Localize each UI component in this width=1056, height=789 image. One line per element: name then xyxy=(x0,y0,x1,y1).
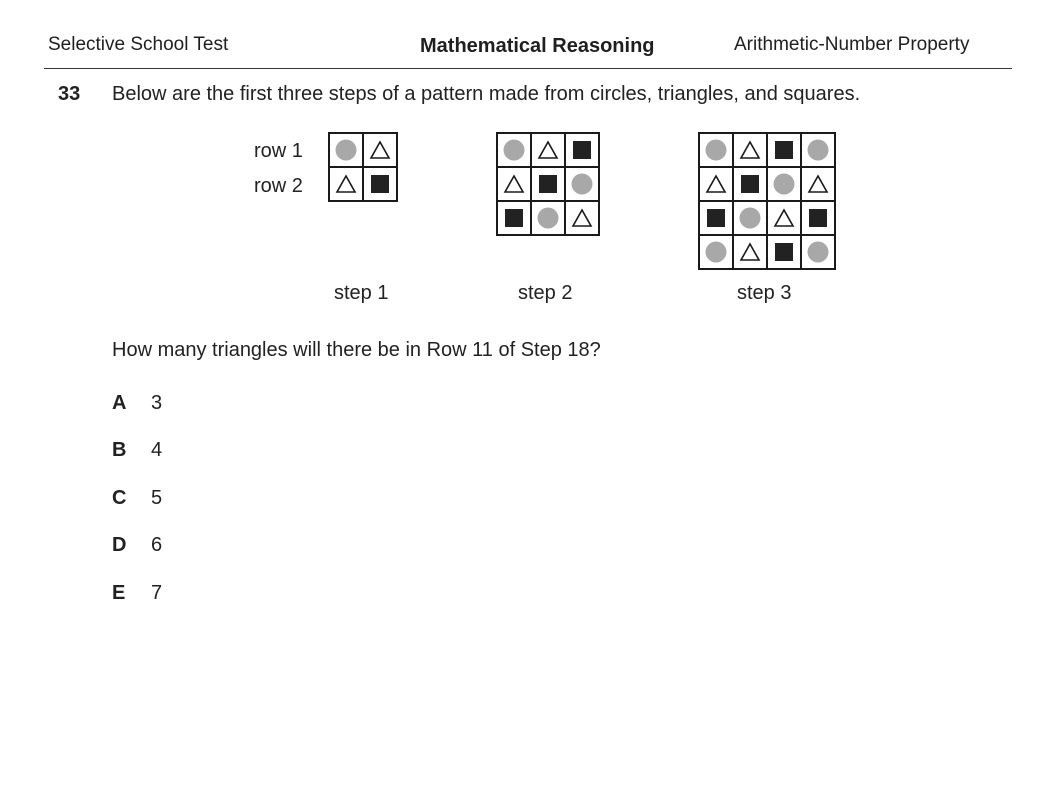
circle-icon xyxy=(536,206,560,230)
grid-cell xyxy=(733,133,767,167)
square-icon xyxy=(536,172,560,196)
option-letter: E xyxy=(112,582,126,604)
grid-cell xyxy=(733,201,767,235)
option-letter: A xyxy=(112,392,127,414)
grid-cell xyxy=(329,133,363,167)
square-icon xyxy=(570,138,594,162)
question-number: 33 xyxy=(58,83,81,105)
step-2-label: step 2 xyxy=(518,282,573,304)
grid-cell xyxy=(801,133,835,167)
option-b[interactable] xyxy=(112,439,162,462)
grid-cell xyxy=(531,133,565,167)
step-3-grid xyxy=(698,132,836,270)
option-value: 3 xyxy=(151,392,163,414)
triangle-icon xyxy=(570,206,594,230)
grid-row xyxy=(329,167,397,201)
step-2-grid xyxy=(496,132,600,236)
option-d[interactable] xyxy=(112,534,162,557)
grid-cell xyxy=(497,133,531,167)
grid-row xyxy=(497,133,599,167)
grid-cell xyxy=(699,235,733,269)
question-prompt: How many triangles will there be in Row 11 of Step 18? xyxy=(112,339,601,361)
question-intro: Below are the first three steps of a pattern made from circles, triangles, and squares. xyxy=(112,83,861,105)
circle-icon xyxy=(738,206,762,230)
grid-cell xyxy=(531,167,565,201)
triangle-icon xyxy=(334,172,358,196)
square-icon xyxy=(502,206,526,230)
grid-cell xyxy=(733,235,767,269)
grid-cell xyxy=(699,167,733,201)
triangle-icon xyxy=(368,138,392,162)
grid-cell xyxy=(565,167,599,201)
option-value: 5 xyxy=(151,487,163,509)
triangle-icon xyxy=(738,138,762,162)
square-icon xyxy=(368,172,392,196)
grid-row xyxy=(699,133,835,167)
circle-icon xyxy=(772,172,796,196)
grid-cell xyxy=(565,201,599,235)
header-test-name: Selective School Test xyxy=(48,34,229,55)
header-topic: Arithmetic-Number Property xyxy=(734,34,970,55)
grid-row xyxy=(699,201,835,235)
grid-cell xyxy=(767,167,801,201)
row-2-label: row 2 xyxy=(254,175,303,197)
triangle-icon xyxy=(502,172,526,196)
grid-cell xyxy=(565,133,599,167)
step-1-grid xyxy=(328,132,398,202)
circle-icon xyxy=(570,172,594,196)
triangle-icon xyxy=(536,138,560,162)
triangle-icon xyxy=(772,206,796,230)
header-subject: Mathematical Reasoning xyxy=(420,35,655,57)
triangle-icon xyxy=(704,172,728,196)
square-icon xyxy=(738,172,762,196)
grid-row xyxy=(329,133,397,167)
triangle-icon xyxy=(806,172,830,196)
grid-cell xyxy=(767,235,801,269)
square-icon xyxy=(772,240,796,264)
grid-cell xyxy=(497,201,531,235)
grid-cell xyxy=(801,167,835,201)
grid-cell xyxy=(767,133,801,167)
grid-cell xyxy=(733,167,767,201)
circle-icon xyxy=(704,240,728,264)
option-value: 7 xyxy=(151,582,163,604)
option-letter: B xyxy=(112,439,127,461)
option-letter: D xyxy=(112,534,127,556)
square-icon xyxy=(806,206,830,230)
grid-cell xyxy=(767,201,801,235)
triangle-icon xyxy=(738,240,762,264)
option-letter: C xyxy=(112,487,127,509)
option-value: 4 xyxy=(151,439,163,461)
option-value: 6 xyxy=(151,534,163,556)
grid-cell xyxy=(801,235,835,269)
circle-icon xyxy=(806,138,830,162)
option-a[interactable] xyxy=(112,392,162,415)
step-1-label: step 1 xyxy=(334,282,389,304)
row-1-label: row 1 xyxy=(254,140,303,162)
square-icon xyxy=(704,206,728,230)
option-e[interactable] xyxy=(112,582,162,605)
header-divider xyxy=(44,68,1012,69)
grid-cell xyxy=(363,133,397,167)
grid-cell xyxy=(497,167,531,201)
grid-row xyxy=(497,167,599,201)
grid-row xyxy=(497,201,599,235)
square-icon xyxy=(772,138,796,162)
circle-icon xyxy=(502,138,526,162)
grid-cell xyxy=(531,201,565,235)
grid-cell xyxy=(699,201,733,235)
step-3-label: step 3 xyxy=(737,282,792,304)
circle-icon xyxy=(704,138,728,162)
circle-icon xyxy=(334,138,358,162)
grid-cell xyxy=(801,201,835,235)
grid-cell xyxy=(363,167,397,201)
option-c[interactable] xyxy=(112,487,162,510)
grid-row xyxy=(699,235,835,269)
grid-cell xyxy=(699,133,733,167)
circle-icon xyxy=(806,240,830,264)
grid-cell xyxy=(329,167,363,201)
grid-row xyxy=(699,167,835,201)
